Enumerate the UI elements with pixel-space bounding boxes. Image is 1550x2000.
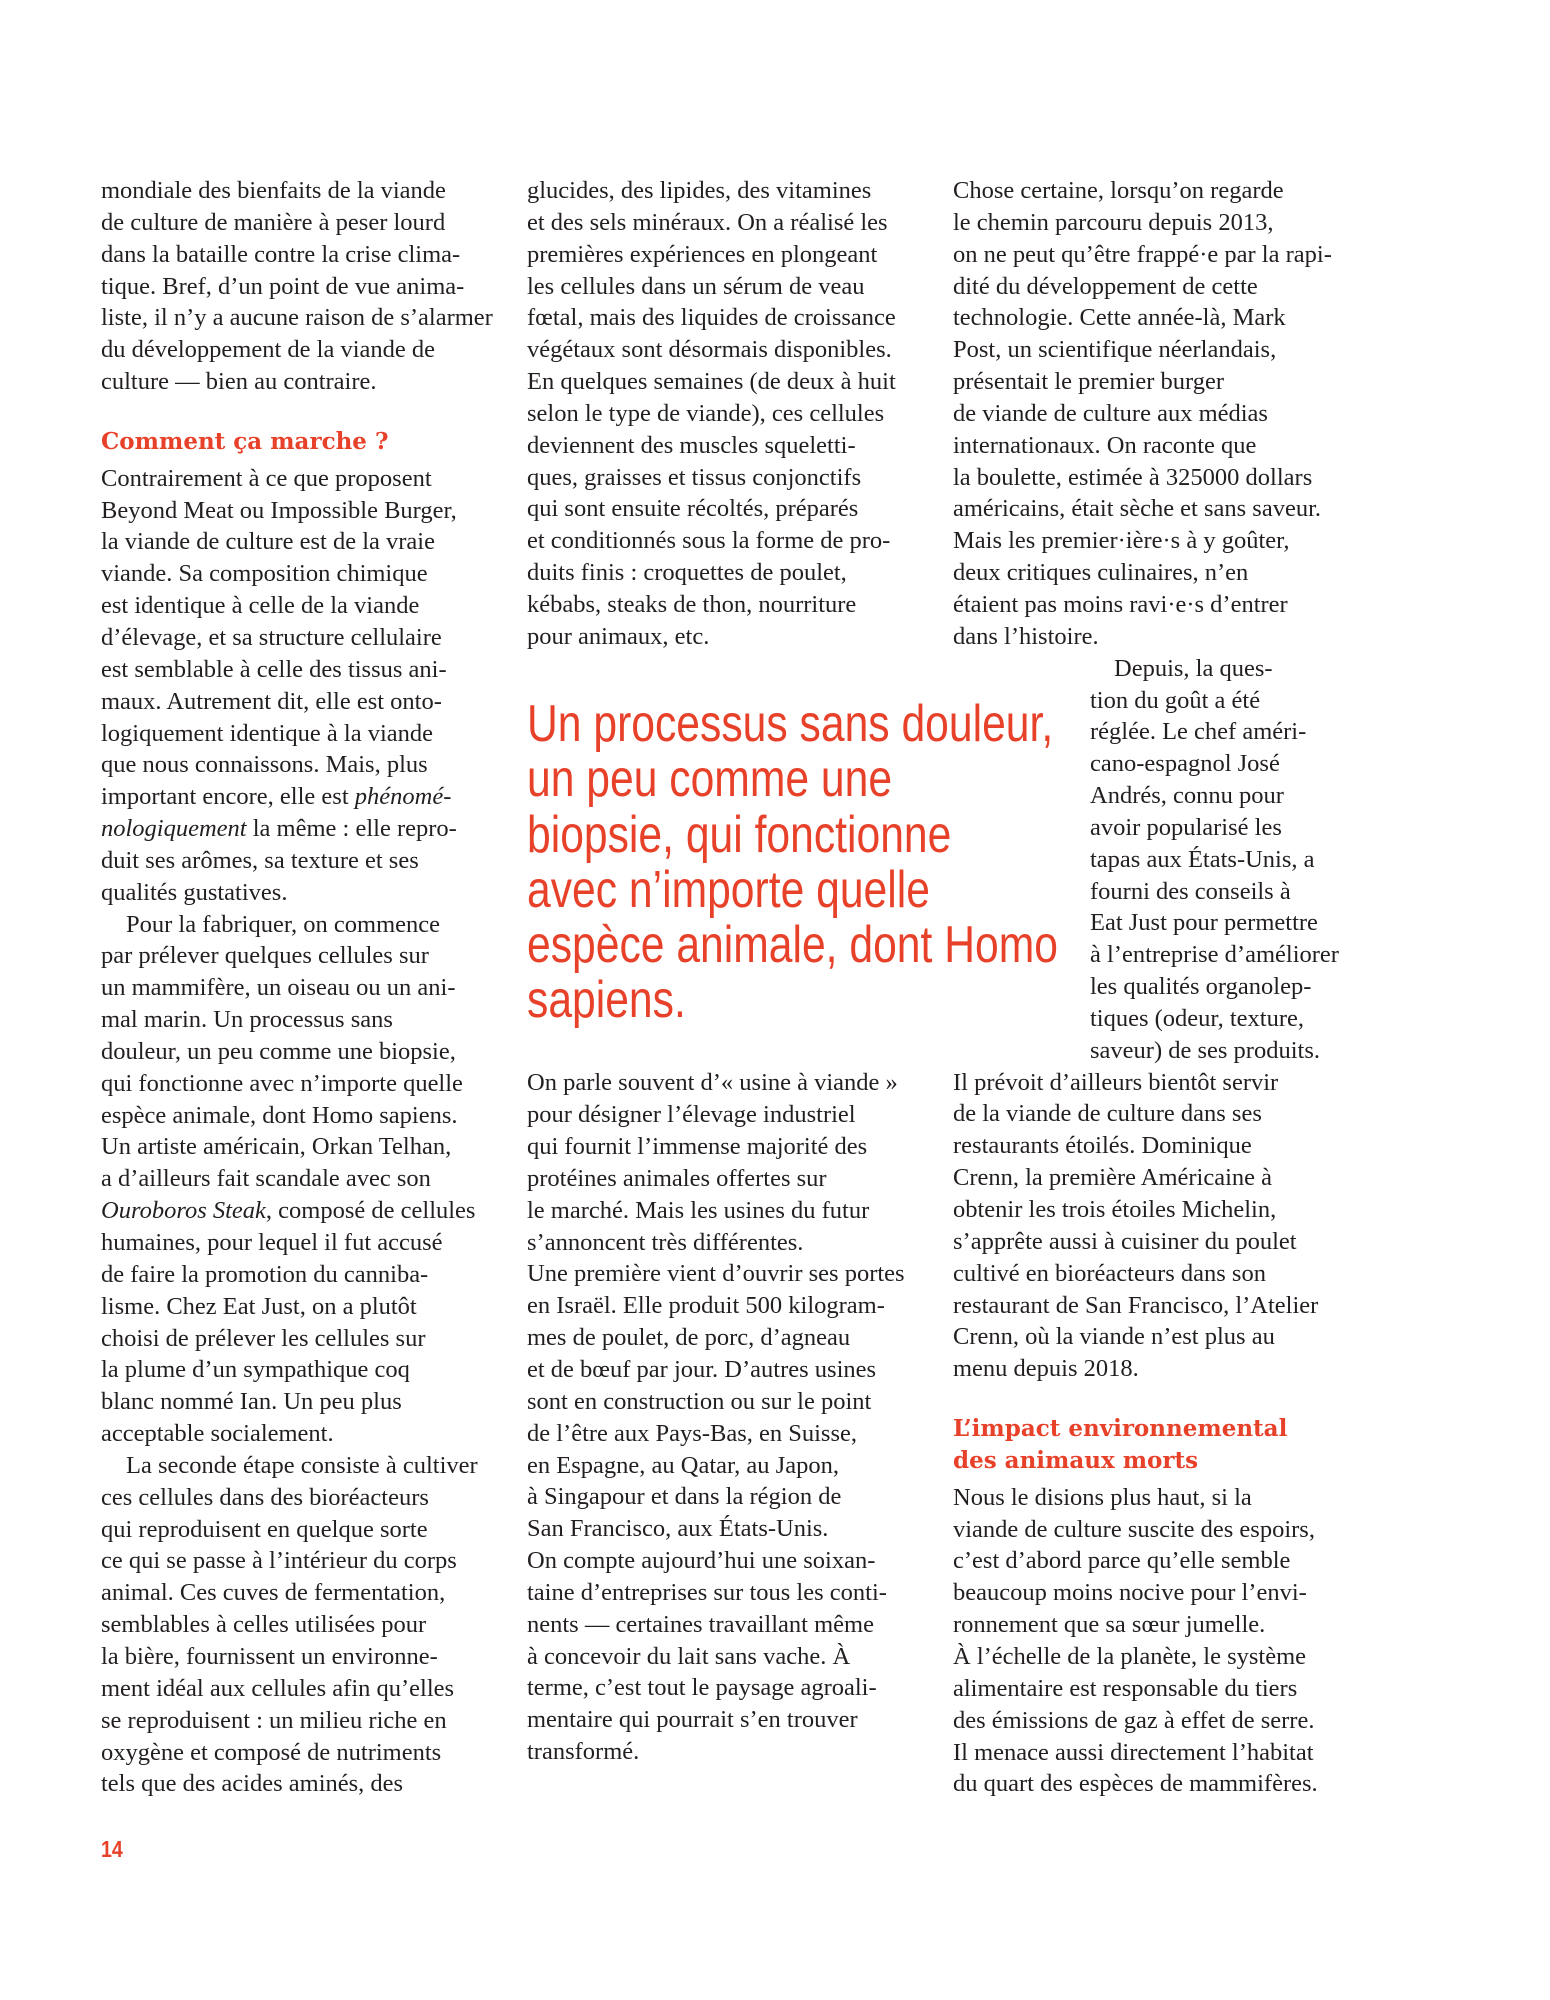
text-line: est identique à celle de la viande (101, 592, 420, 620)
text-line: étaient pas moins ravi·e·s d’entrer (953, 590, 1288, 618)
text-line: par prélever quelques cellules sur (101, 942, 429, 970)
pull-quote-line: biopsie, qui fonctionne (527, 805, 952, 864)
text-line: premières expériences en plongeant (527, 240, 878, 268)
text-segment: , composé de cellules (265, 1197, 476, 1225)
text-line: de l’être aux Pays-Bas, en Suisse, (527, 1419, 857, 1447)
paragraph (101, 175, 493, 398)
text-line: la boulette, estimée à 325000 dollars (953, 463, 1313, 491)
text-line: les cellules dans un sérum de veau (527, 272, 865, 300)
text-line: qui fonctionne avec n’importe quelle (101, 1069, 463, 1097)
text-line: tion du goût a été (1090, 686, 1261, 714)
text-line: acceptable socialement. (101, 1420, 334, 1448)
text-line: Crenn, où la viande n’est plus au (953, 1323, 1275, 1351)
text-line: dans la bataille contre la crise clima- (101, 240, 461, 268)
text-line: viande. Sa composition chimique (101, 560, 428, 588)
text-line: dité du développement de cette (953, 272, 1258, 300)
text-line: espèce animale, dont Homo sapiens. (101, 1101, 458, 1129)
text-line: blanc nommé Ian. Un peu plus (101, 1388, 402, 1416)
text-line: Contrairement à ce que proposent (101, 464, 432, 492)
text-line: fourni des conseils à (1090, 877, 1291, 905)
text-line: Post, un scientifique néerlandais, (953, 336, 1277, 364)
text-line: ces cellules dans des bioréacteurs (101, 1483, 429, 1511)
section-heading-comment-ca-marche (101, 426, 489, 458)
italic-text: phénomé- (354, 783, 452, 811)
paragraph (101, 1450, 489, 1800)
text-line: américains, était sèche et sans saveur. (953, 495, 1322, 523)
paragraph (527, 1258, 917, 1545)
text-line: qui reproduisent en quelque sorte (101, 1515, 428, 1543)
text-line: cultivé en bioréacteurs dans son (953, 1259, 1266, 1287)
text-line: des émissions de gaz à effet de serre. (953, 1706, 1315, 1734)
text-line: les qualités organolep- (1090, 973, 1312, 1001)
text-line: mes de poulet, de porc, d’agneau (527, 1324, 851, 1352)
text-line: Crenn, la première Américaine à (953, 1164, 1273, 1192)
text-line: restaurant de San Francisco, l’Atelier (953, 1291, 1319, 1319)
text-line: de culture de manière à peser lourd (101, 208, 446, 236)
text-line: taine d’entreprises sur tous les conti- (527, 1578, 887, 1606)
text-line: Nous le disions plus haut, si la (953, 1483, 1252, 1511)
heading-line: L’impact environnemental (953, 1415, 1288, 1443)
text-line: saveur) de ses produits. (1090, 1036, 1320, 1064)
text-line: culture — bien au contraire. (101, 368, 377, 396)
text-line: On parle souvent d’« usine à viande » (527, 1069, 898, 1097)
text-line: ment idéal aux cellules afin qu’elles (101, 1674, 455, 1702)
paragraph (101, 463, 489, 909)
text-line: douleur, un peu comme une biopsie, (101, 1037, 456, 1065)
text-line (101, 781, 489, 813)
text-line (101, 1195, 489, 1227)
text-line: duit ses arômes, sa texture et ses (101, 846, 419, 874)
text-line: du développement de la viande de (101, 336, 436, 364)
text-line: maux. Autrement dit, elle est onto- (101, 687, 442, 715)
page-number: 14 (101, 1836, 123, 1862)
pull-quote-line: espèce animale, dont Homo (527, 916, 1058, 975)
text-line: beaucoup moins nocive pour l’envi- (953, 1579, 1307, 1607)
paragraph (527, 175, 917, 653)
text-line: à concevoir du lait sans vache. À (527, 1642, 851, 1670)
text-line: mentaire qui pourrait s’en trouver (527, 1706, 858, 1734)
pull-quote-line: sapiens. (527, 971, 686, 1030)
paragraph (527, 1545, 917, 1768)
text-line: À l’échelle de la planète, le système (953, 1642, 1307, 1670)
text-line: présentait le premier burger (953, 368, 1224, 396)
text-line: fœtal, mais des liquides de croissance (527, 304, 896, 332)
text-line: et de bœuf par jour. D’autres usines (527, 1355, 877, 1383)
paragraph-wrapped-around-quote (1090, 653, 1345, 1067)
text-line: a d’ailleurs fait scandale avec son (101, 1165, 431, 1193)
text-line: qualités gustatives. (101, 878, 288, 906)
column-3 (953, 175, 1345, 1800)
paragraph (953, 175, 1345, 653)
text-line: ronnement que sa sœur jumelle. (953, 1611, 1266, 1639)
text-line: ce qui se passe à l’intérieur du corps (101, 1547, 457, 1575)
text-line: Beyond Meat ou Impossible Burger, (101, 496, 457, 524)
text-line: on ne peut qu’être frappé·e par la rapi- (953, 240, 1332, 268)
heading-line: des animaux morts (953, 1446, 1199, 1474)
text-line: tels que des acides aminés, des (101, 1770, 404, 1798)
text-line: s’annoncent très différentes. (527, 1228, 804, 1256)
text-segment: la même : elle repro- (246, 815, 457, 843)
text-line: en Israël. Elle produit 500 kilogram- (527, 1292, 885, 1320)
text-line: le marché. Mais les usines du futur (527, 1196, 870, 1224)
pull-quote-line: Un processus sans douleur, (527, 695, 1054, 753)
text-line: deviennent des muscles squeletti- (527, 431, 856, 459)
text-line: En quelques semaines (de deux à huit (527, 368, 896, 396)
column-2-top (527, 175, 917, 653)
text-line: qui fournit l’immense majorité des (527, 1133, 868, 1161)
text-line: obtenir les trois étoiles Michelin, (953, 1196, 1277, 1223)
text-line: et des sels minéraux. On a réalisé les (527, 208, 888, 236)
text-line: technologie. Cette année-là, Mark (953, 304, 1286, 332)
text-line: lisme. Chez Eat Just, on a plutôt (101, 1292, 417, 1320)
text-line: de la viande de culture dans ses (953, 1100, 1262, 1128)
text-line: nents — certaines travaillant même (527, 1610, 874, 1638)
text-line: ques, graisses et tissus conjonctifs (527, 463, 862, 491)
text-line: s’apprête aussi à cuisiner du poulet (953, 1227, 1297, 1255)
text-line: Une première vient d’ouvrir ses portes (527, 1260, 905, 1288)
text-line: viande de culture suscite des espoirs, (953, 1515, 1315, 1543)
text-line: deux critiques culinaires, n’en (953, 559, 1249, 587)
text-line: un mammifère, un oiseau ou un ani- (101, 974, 456, 1002)
text-line: Pour la fabriquer, on commence (126, 910, 441, 938)
text-line: Un artiste américain, Orkan Telhan, (101, 1133, 452, 1161)
text-line: se reproduisent : un milieu riche en (101, 1706, 447, 1734)
text-line: en Espagne, au Qatar, au Japon, (527, 1451, 839, 1479)
text-line: mondiale des bienfaits de la viande (101, 177, 446, 204)
text-line: qui sont ensuite récoltés, préparés (527, 495, 859, 523)
italic-text: Ouroboros Steak (101, 1197, 266, 1225)
text-line: tique. Bref, d’un point de vue anima- (101, 272, 465, 300)
pull-quote-line: avec n’importe quelle (527, 860, 930, 919)
text-line: sont en construction ou sur le point (527, 1387, 872, 1415)
text-segment: important encore, elle est (101, 783, 355, 811)
text-line: kébabs, steaks de thon, nourriture (527, 590, 857, 618)
text-line: à l’entreprise d’améliorer (1090, 941, 1339, 969)
text-line: du quart des espèces de mammifères. (953, 1770, 1318, 1798)
text-line: On compte aujourd’hui une soixan- (527, 1547, 876, 1575)
text-line: tapas aux États-Unis, a (1090, 845, 1315, 873)
text-line: pour animaux, etc. (527, 622, 710, 650)
text-line: la plume d’un sympathique coq (101, 1356, 410, 1384)
text-line: animal. Ces cuves de fermentation, (101, 1579, 446, 1607)
text-line: duits finis : croquettes de poulet, (527, 559, 847, 587)
text-line: oxygène et composé de nutriments (101, 1738, 442, 1766)
text-line: de viande de culture aux médias (953, 399, 1268, 427)
text-line: mal marin. Un processus sans (101, 1006, 393, 1034)
text-line: semblables à celles utilisées pour (101, 1611, 427, 1639)
text-line: alimentaire est responsable du tiers (953, 1674, 1298, 1702)
paragraph (101, 909, 489, 1450)
text-line: pour désigner l’élevage industriel (527, 1101, 856, 1129)
text-line: Andrés, connu pour (1090, 782, 1284, 810)
text-line: d’élevage, et sa structure cellulaire (101, 623, 442, 651)
text-line: restaurants étoilés. Dominique (953, 1132, 1252, 1160)
text-line: que nous connaissons. Mais, plus (101, 751, 428, 779)
text-line (101, 813, 489, 845)
text-line: végétaux sont désormais disponibles. (527, 336, 892, 364)
text-line: choisi de prélever les cellules sur (101, 1324, 426, 1352)
text-line: cano-espagnol José (1090, 750, 1280, 778)
paragraph (953, 1482, 1345, 1800)
text-line: Mais les premier·ière·s à y goûter, (953, 527, 1290, 555)
text-line: Il menace aussi directement l’habitat (953, 1738, 1314, 1766)
text-line: la bière, fournissent un environne- (101, 1642, 438, 1670)
text-line: protéines animales offertes sur (527, 1164, 827, 1192)
text-line: tiques (odeur, texture, (1090, 1004, 1305, 1032)
text-line: Eat Just pour permettre (1090, 909, 1318, 937)
text-line: internationaux. On raconte que (953, 431, 1257, 459)
text-line: liste, il n’y a aucune raison de s’alarmer (101, 304, 493, 332)
text-line: réglée. Le chef améri- (1090, 718, 1307, 746)
text-line: La seconde étape consiste à cultiver (126, 1451, 478, 1479)
column-2-bottom (527, 1067, 917, 1768)
text-line: dans l’histoire. (953, 622, 1099, 650)
text-line: avoir popularisé les (1090, 813, 1282, 841)
text-line: la viande de culture est de la vraie (101, 528, 435, 556)
text-line: transformé. (527, 1738, 640, 1766)
text-line: c’est d’abord parce qu’elle semble (953, 1547, 1291, 1575)
text-line: à Singapour et dans la région de (527, 1483, 842, 1511)
text-line: Chose certaine, lorsqu’on regarde (953, 177, 1284, 204)
pull-quote-line: un peu comme une (527, 750, 893, 809)
paragraph (953, 1067, 1345, 1385)
text-line: menu depuis 2018. (953, 1355, 1139, 1383)
text-line: Il prévoit d’ailleurs bientôt servir (953, 1068, 1279, 1096)
heading-line: Comment ça marche ? (101, 427, 389, 455)
column-1 (101, 175, 493, 1800)
paragraph (527, 1067, 917, 1258)
text-line: de faire la promotion du canniba- (101, 1260, 429, 1288)
text-line: Depuis, la ques- (1114, 654, 1273, 682)
text-line: est semblable à celle des tissus ani- (101, 655, 447, 683)
text-line: le chemin parcouru depuis 2013, (953, 208, 1274, 236)
section-heading-impact-environnemental (953, 1413, 1345, 1477)
text-line: logiquement identique à la viande (101, 719, 434, 747)
text-line: selon le type de viande), ces cellules (527, 399, 885, 427)
text-line: San Francisco, aux États-Unis. (527, 1515, 829, 1543)
italic-text: nologiquement (101, 815, 247, 843)
text-line: terme, c’est tout le paysage agroali- (527, 1674, 877, 1702)
text-line: humaines, pour lequel il fut accusé (101, 1229, 443, 1256)
text-line: et conditionnés sous la forme de pro- (527, 527, 891, 555)
text-line: glucides, des lipides, des vitamines (527, 177, 872, 204)
